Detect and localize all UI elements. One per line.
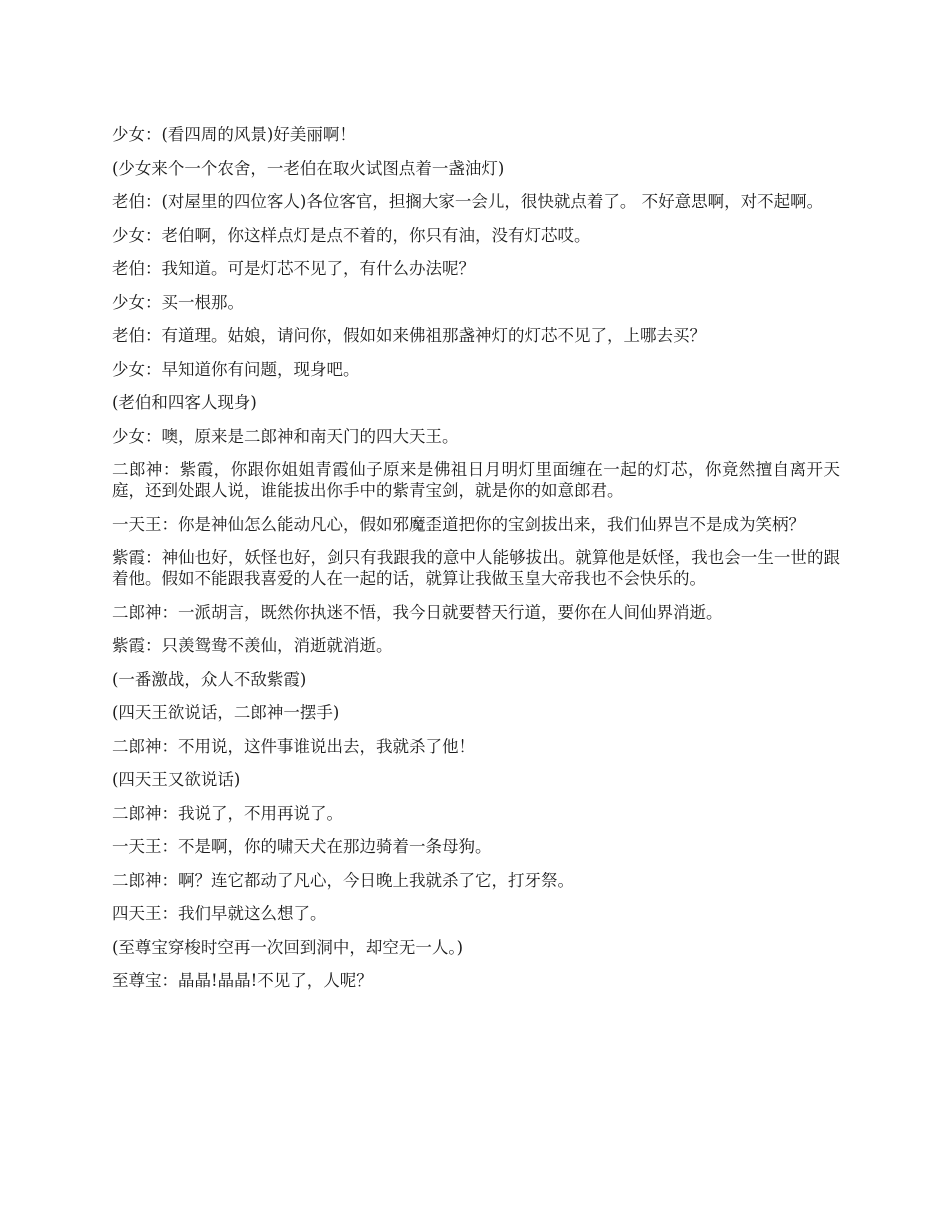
stage-direction: (至尊宝穿梭时空再一次回到洞中，却空无一人。) [112,937,464,957]
dialogue-line: 二郎神：不用说，这件事谁说出去，我就杀了他！ [112,736,475,756]
stage-direction: (一番激战，众人不敌紫霞) [112,669,307,689]
dialogue-line: 少女：(看四周的风景)好美丽啊！ [112,125,356,144]
document-page [112,124,840,1004]
dialogue-line: 至尊宝：晶晶!晶晶!不见了，人呢？ [112,971,373,990]
dialogue-line: 老伯：(对屋里的四位客人)各位客官，担搁大家一会儿，很快就点着了。 不好意思啊，对不起啊。 [112,192,824,211]
stage-direction: (老伯和四客人现身) [112,393,257,412]
dialogue-line: 一天王：你是神仙怎么能动凡心，假如邪魔歪道把你的宝剑拔出来，我们仙界岂不是成为笑柄？ [112,514,805,534]
dialogue-line: 紫霞：只羡鸳鸯不羡仙，消逝就消逝。 [112,636,393,655]
dialogue-line: 四天王：我们早就这么想了。 [112,904,327,923]
dialogue-line: 二郎神：紫霞，你跟你姐姐青霞仙子原来是佛祖日月明灯里面缠在一起的灯芯，你竟然擅自离开天庭，还到处跟人说，谁能拔出你手中的紫青宝剑，就是你的如意郎君。 [112,460,840,500]
stage-direction: (四天王又欲说话) [112,770,241,789]
dialogue-line: 老伯：我知道。可是灯芯不见了，有什么办法呢？ [112,259,475,278]
dialogue-line: 少女：早知道你有问题，现身吧。 [112,359,360,379]
dialogue-line: 一天王：不是啊，你的啸天犬在那边骑着一条母狗。 [112,837,492,856]
dialogue-line: 二郎神：啊？连它都动了凡心，今日晚上我就杀了它，打牙祭。 [112,870,574,890]
dialogue-line: 少女：老伯啊，你这样点灯是点不着的，你只有油，没有灯芯哎。 [112,225,591,245]
stage-direction: (少女来个一个农舍，一老伯在取火试图点着一盏油灯) [112,158,505,178]
dialogue-line: 紫霞：神仙也好，妖怪也好，剑只有我跟我的意中人能够拔出。就算他是妖怪，我也会一生一世的跟着他。假如不能跟我喜爱的人在一起的话，就算让我做玉皇大帝我也不会快乐的。 [112,548,840,588]
stage-direction: (四天王欲说话，二郎神一摆手) [112,703,340,722]
dialogue-line: 二郎神：一派胡言，既然你执迷不悟，我今日就要替天行道，要你在人间仙界消逝。 [112,602,723,622]
dialogue-line: 少女：买一根那。 [112,292,244,312]
dialogue-line: 少女：噢，原来是二郎神和南天门的四大天王。 [112,426,459,446]
dialogue-line: 二郎神：我说了，不用再说了。 [112,803,343,823]
dialogue-line: 老伯：有道理。姑娘，请问你，假如如来佛祖那盏神灯的灯芯不见了，上哪去买？ [112,326,706,345]
